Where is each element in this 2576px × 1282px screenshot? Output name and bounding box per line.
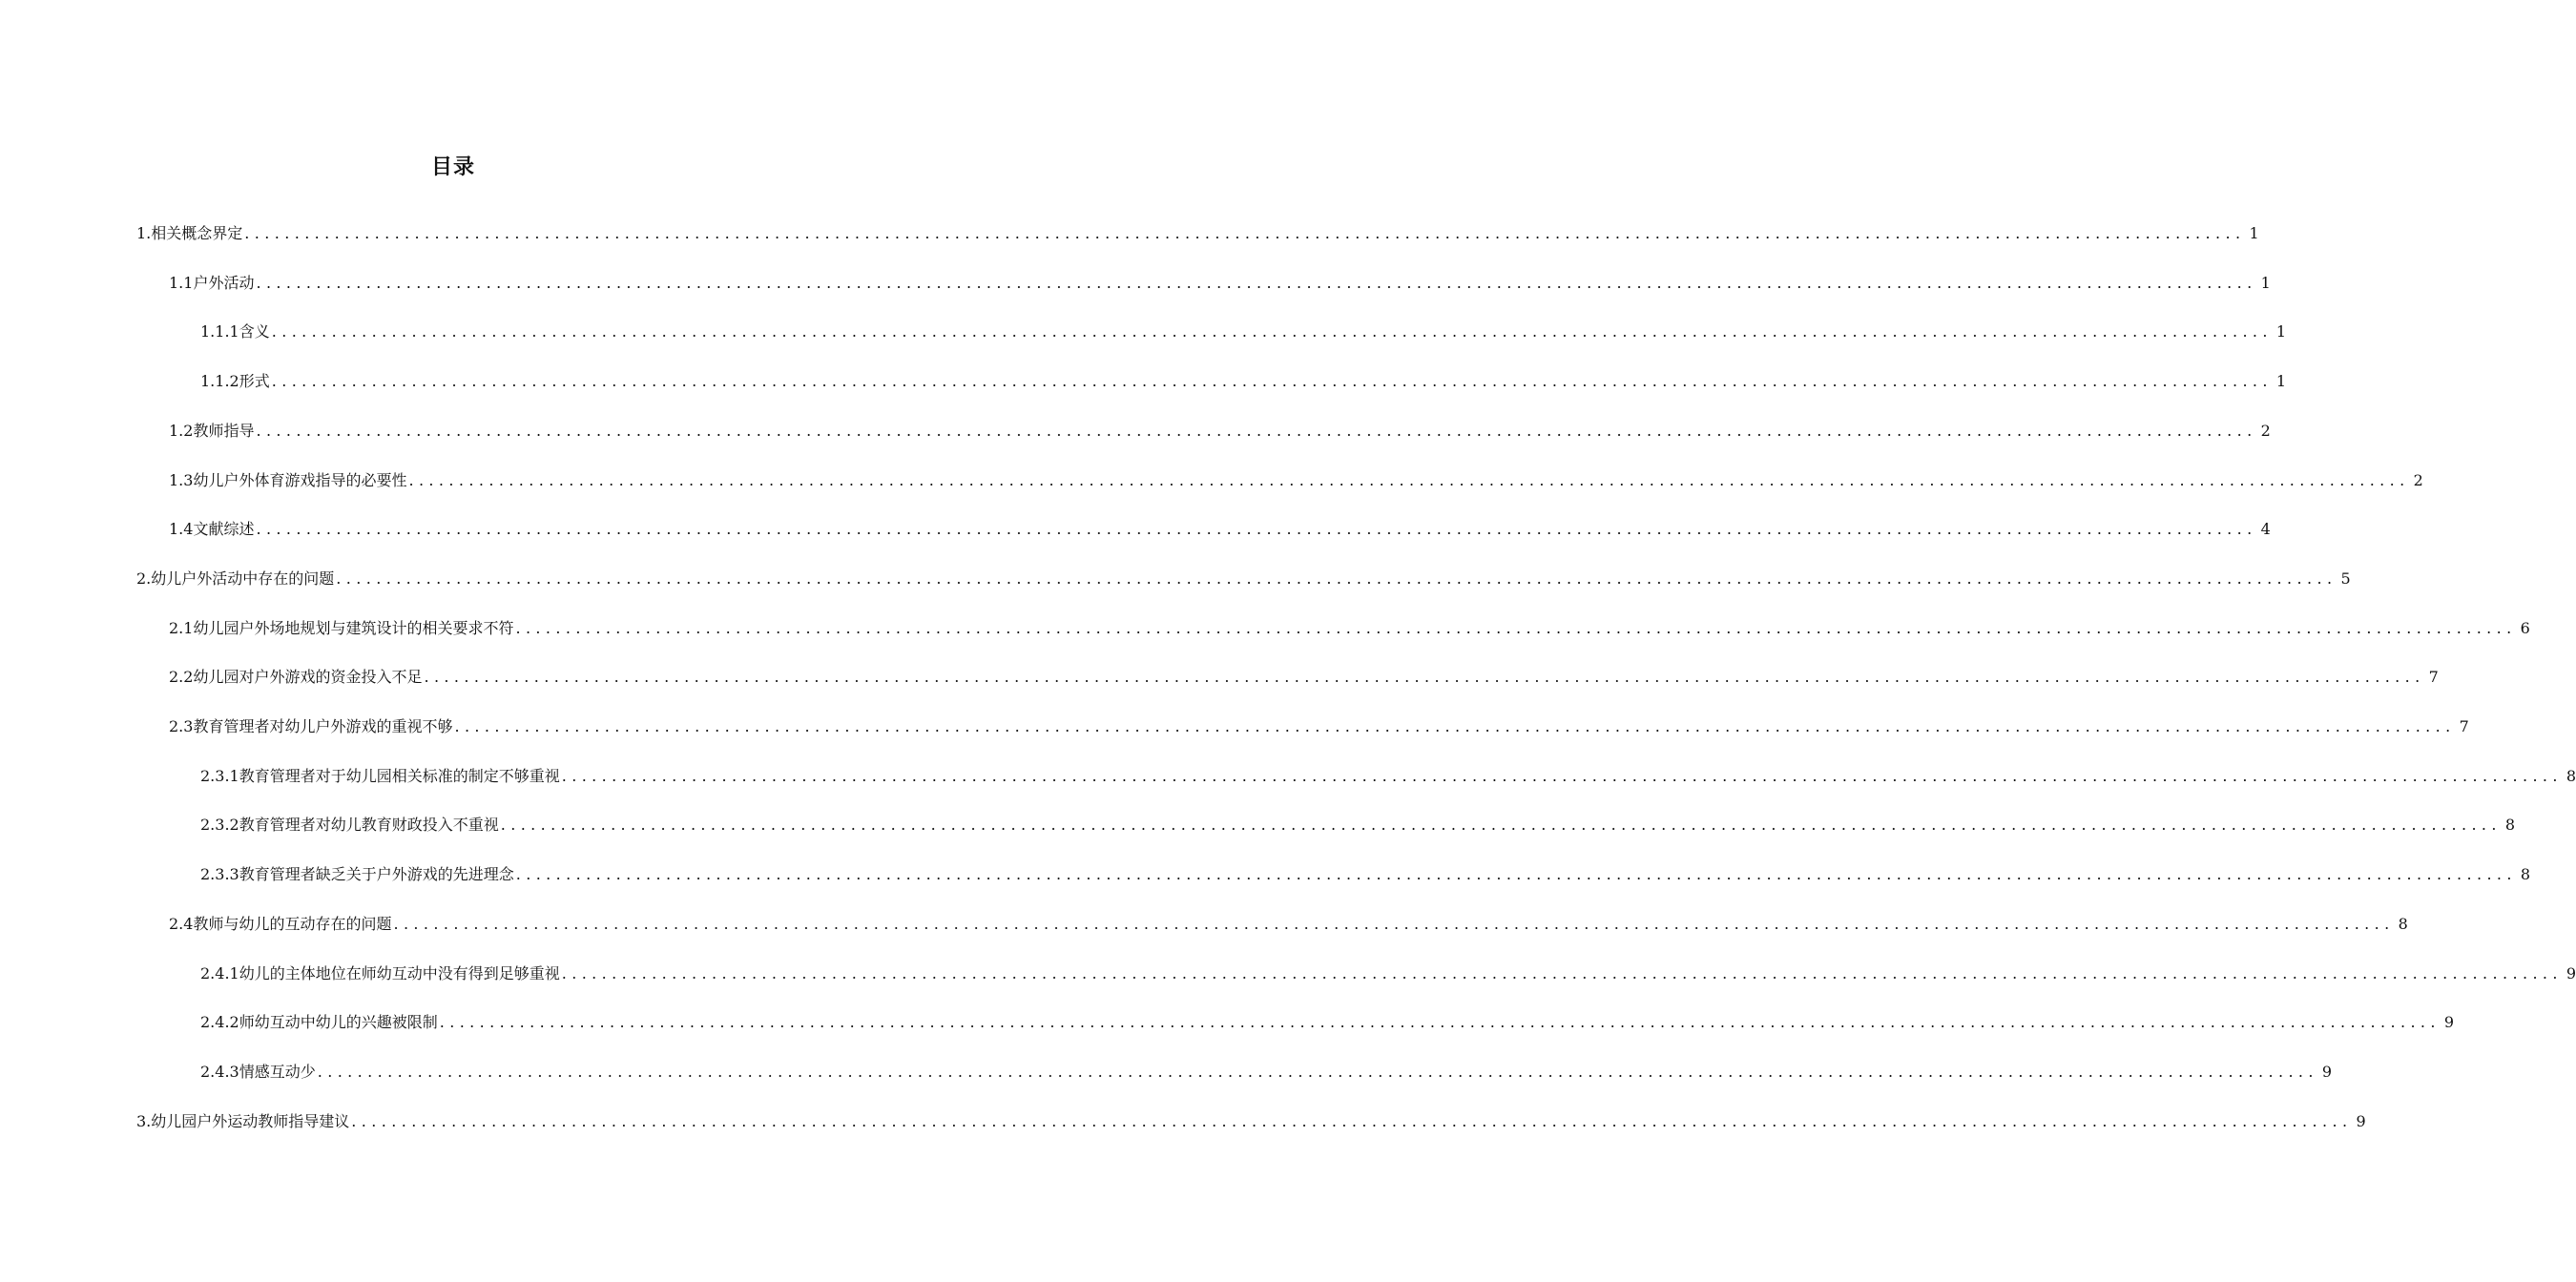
toc-entry-page-number: 2 — [2413, 470, 2423, 489]
toc-entry-page-number: 6 — [2520, 618, 2530, 637]
toc-entry-label: 2.4教师与幼儿的互动存在的问题 — [169, 914, 392, 933]
toc-entry-page-number: 1 — [2249, 224, 2259, 242]
toc-entry-page-number: 1 — [2275, 372, 2287, 391]
toc-entry-page-number: 1 — [2275, 322, 2287, 341]
toc-entry[interactable] — [200, 863, 2531, 886]
toc-entry-label: 2.3教育管理者对幼儿户外游戏的重视不够 — [169, 717, 453, 735]
toc-entry[interactable] — [169, 617, 2530, 640]
toc-entry[interactable] — [200, 814, 2516, 837]
toc-entry-label: 2.3.2教育管理者对幼儿教育财政投入不重视 — [200, 816, 499, 835]
toc-entry-label: 2.4.3情感互动少 — [200, 1062, 316, 1081]
toc-entry-label: 2.1幼儿园户外场地规划与建筑设计的相关要求不符 — [169, 618, 514, 637]
toc-entry-page-number: 1 — [2260, 273, 2271, 292]
toc-entry[interactable] — [169, 469, 2423, 492]
toc-entry[interactable] — [136, 222, 2259, 245]
toc-leader-dots: ........................................................................................................................................................................................................ — [271, 372, 2273, 391]
toc-leader-dots: ........................................................................................................................................................................................................ — [454, 717, 2456, 735]
toc-entry-page-number: 9 — [2321, 1062, 2333, 1081]
toc-entry-page-number: 8 — [2566, 766, 2576, 785]
toc-leader-dots: ........................................................................................................................................................................................................ — [515, 865, 2517, 884]
toc-entry[interactable] — [169, 715, 2469, 738]
toc-entry[interactable] — [200, 370, 2287, 393]
toc-entry[interactable] — [169, 913, 2408, 936]
toc-entry-page-number: 7 — [2428, 668, 2439, 687]
toc-leader-dots: ........................................................................................................................................................................................................ — [424, 668, 2425, 687]
toc-leader-dots: ........................................................................................................................................................................................................ — [336, 569, 2337, 588]
toc-leader-dots: ........................................................................................................................................................................................................ — [515, 618, 2517, 637]
toc-entry-page-number: 8 — [2398, 914, 2408, 933]
toc-entry[interactable] — [169, 272, 2271, 295]
toc-entry-label: 1.1.1含义 — [200, 322, 270, 341]
toc-entry-label: 2.4.1幼儿的主体地位在师幼互动中没有得到足够重视 — [200, 963, 560, 982]
toc-leader-dots: ........................................................................................................................................................................................................ — [439, 1013, 2441, 1032]
toc-entry-label: 1.1.2形式 — [200, 372, 270, 391]
toc-entry[interactable] — [200, 320, 2287, 343]
toc-entry[interactable] — [200, 1011, 2455, 1034]
toc-entry[interactable] — [200, 962, 2576, 985]
toc-entry[interactable] — [200, 1061, 2333, 1084]
toc-entry-label: 2.3.3教育管理者缺乏关于户外游戏的先进理念 — [200, 865, 514, 884]
toc-leader-dots: ........................................................................................................................................................................................................ — [393, 914, 2395, 933]
toc-entry-label: 3.幼儿园户外运动教师指导建议 — [136, 1111, 350, 1130]
toc-entry-label: 1.相关概念界定 — [136, 224, 243, 242]
toc-entry-page-number: 7 — [2459, 717, 2469, 735]
toc-entry-label: 1.1户外活动 — [169, 273, 255, 292]
toc-entry-label: 2.幼儿户外活动中存在的问题 — [136, 569, 335, 588]
toc-leader-dots: ........................................................................................................................................................................................................ — [271, 322, 2273, 341]
toc-leader-dots: ........................................................................................................................................................................................................ — [351, 1111, 2353, 1130]
toc-entry-label: 2.4.2师幼互动中幼儿的兴趣被限制 — [200, 1013, 438, 1032]
toc-leader-dots: ........................................................................................................................................................................................................ — [256, 421, 2257, 440]
toc-entry[interactable] — [169, 518, 2271, 541]
toc-entry[interactable] — [136, 1110, 2366, 1133]
toc-entry-page-number: 8 — [2504, 816, 2516, 835]
toc-entry-page-number: 2 — [2260, 421, 2271, 440]
toc-leader-dots: ........................................................................................................................................................................................................ — [408, 470, 2410, 489]
toc-entry-label: 2.3.1教育管理者对于幼儿园相关标准的制定不够重视 — [200, 766, 560, 785]
toc-leader-dots: ........................................................................................................................................................................................................ — [561, 766, 2563, 785]
toc-leader-dots: ........................................................................................................................................................................................................ — [500, 816, 2502, 835]
toc-leader-dots: ........................................................................................................................................................................................................ — [317, 1062, 2318, 1081]
toc-leader-dots: ........................................................................................................................................................................................................ — [561, 963, 2563, 982]
toc-leader-dots: ........................................................................................................................................................................................................ — [256, 273, 2257, 292]
toc-entry-label: 1.2教师指导 — [169, 421, 255, 440]
toc-entry-label: 1.3幼儿户外体育游戏指导的必要性 — [169, 470, 407, 489]
toc-entry[interactable] — [200, 765, 2576, 788]
toc-entry-page-number: 9 — [2443, 1013, 2455, 1032]
toc-leader-dots: ........................................................................................................................................................................................................ — [244, 224, 2246, 242]
toc-leader-dots: ........................................................................................................................................................................................................ — [256, 520, 2257, 539]
toc-entry-page-number: 9 — [2566, 963, 2576, 982]
page-title: 目录 — [430, 155, 475, 179]
toc-entry-page-number: 5 — [2340, 569, 2351, 588]
toc-entry-page-number: 8 — [2520, 865, 2531, 884]
toc-entry-label: 2.2幼儿园对户外游戏的资金投入不足 — [169, 668, 423, 687]
toc-entry-page-number: 4 — [2260, 520, 2271, 539]
toc-entry[interactable] — [169, 420, 2271, 443]
toc-entry[interactable] — [169, 666, 2439, 689]
toc-entry-label: 1.4文献综述 — [169, 520, 255, 539]
toc-entry[interactable] — [136, 568, 2351, 590]
toc-entry-page-number: 9 — [2356, 1111, 2366, 1130]
